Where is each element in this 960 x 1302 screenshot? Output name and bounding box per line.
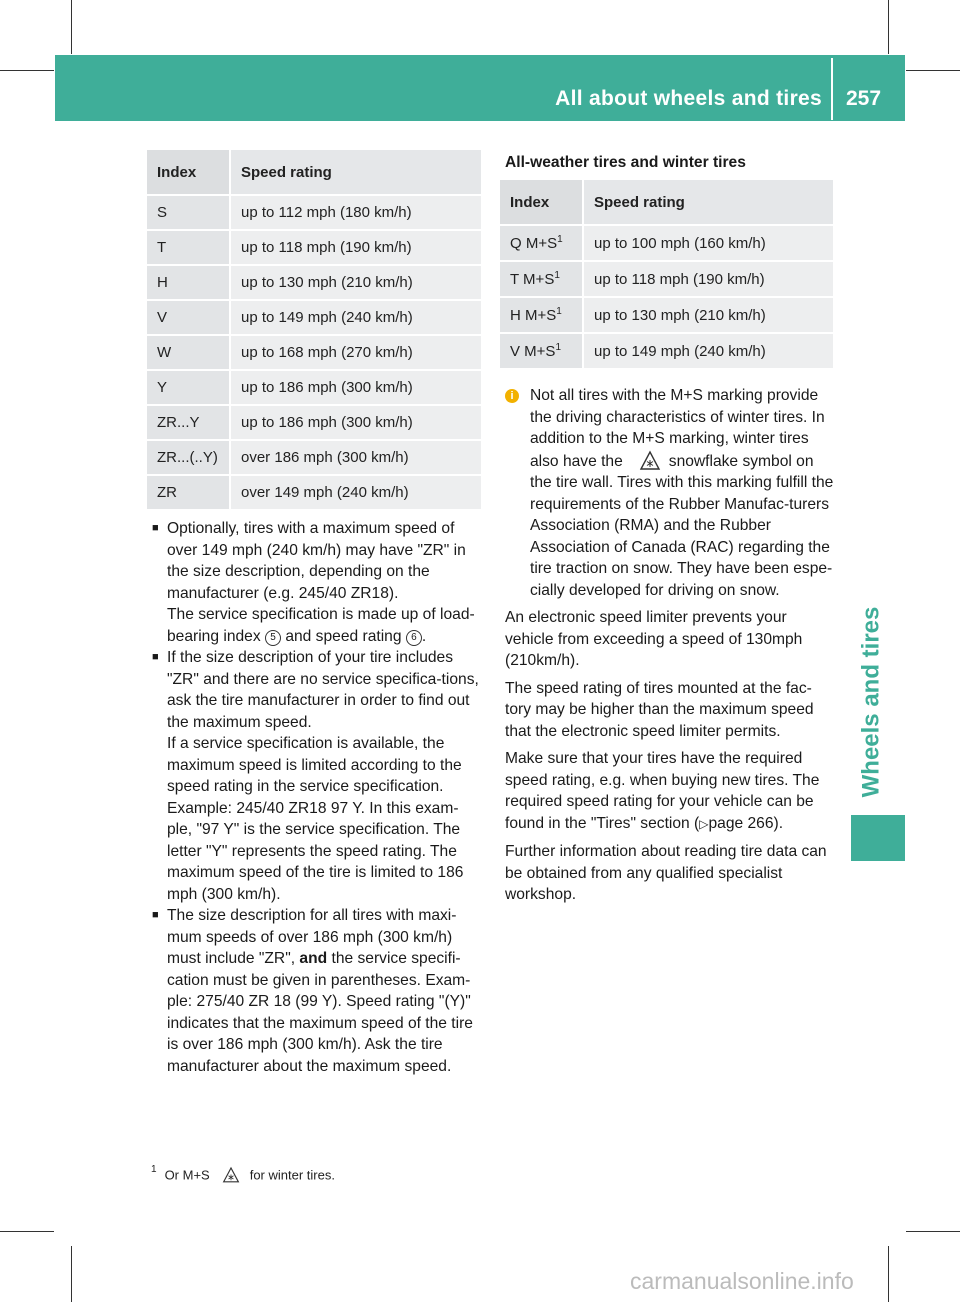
table-row [500,297,833,333]
side-section-text: Wheels and tires [857,606,885,798]
page-ref-arrow-icon: ▷ [699,816,709,831]
text-run: snowflake symbol on the tire wall. Tires with this marking fulfill the requirements of the Rubber Manufac-turers Association (RMA) and the Rubber Association of Canada (RAC) regarding the tire traction on snow. They have been espe-cially developed for driving on snow. [530,452,834,599]
speed-cell: up to 100 mph (160 km/h) [583,225,833,261]
text-run: Make sure that your tires have the required speed rating, e.g. when buying new tires. The required speed rating for your vehicle can be found in the "Tires" section ( [505,750,820,832]
index-cell [500,261,583,297]
table-row [500,225,833,261]
speed-cell: up to 186 mph (300 km/h) [230,405,481,440]
index-cell [500,333,583,369]
page-reference-link[interactable]: page 266). [708,814,784,832]
info-icon: i [505,389,519,403]
bullet-marker: ■ [152,651,159,663]
speed-cell: up to 149 mph (240 km/h) [230,300,481,335]
footnote-ref: 1 [554,270,560,281]
header-divider [831,58,833,120]
text-run: the service specifi-cation must be given in parentheses. Exam-ple: 275/40 ZR 18 (99 Y). Speed rating "(Y)" indicates that the maximum speed of the tire is over 186 mph (300 km/h). Ask the tire manufacturer about the maximum speed. [167,950,473,1075]
snowflake-mountain-icon [222,1166,240,1183]
index-cell: Y [147,370,230,405]
footnote-ref: 1 [555,342,561,353]
index-cell: ZR...(..Y) [147,440,230,475]
watermark: carmanualsonline.info [630,1268,854,1294]
text-run-bold: and [299,950,328,967]
right-column-text [505,385,835,912]
side-tab-block [851,815,905,861]
index-cell: V [147,300,230,335]
text-run: . [421,627,427,645]
crop-mark [0,1231,54,1232]
table-row [500,261,833,297]
paragraph: The speed rating of tires mounted at the fac-tory may be higher than the maximum speed that the electronic speed limiter permits. [505,679,814,740]
index-text: H M+S [510,307,557,324]
table-header-speed: Speed rating [583,180,833,225]
section-heading: All-weather tires and winter tires [505,154,746,171]
bullet-text: If a service specification is available, the maximum speed is limited according to the speed rating in the service specification. Example: 245/40 ZR18 97 Y. In this exam-ple, "97 Y" is the service specification. The letter "Y" represents the speed rating. The maximum speed of the tire is limited to 186 mph (300 km/h). [167,735,464,903]
snowflake-mountain-icon [639,450,661,470]
table-header-speed: Speed rating [230,150,481,195]
left-column-text [147,518,481,1077]
speed-cell: over 149 mph (240 km/h) [230,475,481,510]
text-run: The service specification is made up of load-bearing index [167,606,475,645]
table-row [147,265,481,300]
winter-tire-table [500,180,833,370]
table-row [147,335,481,370]
crop-mark [71,1246,72,1302]
table-header-index: Index [500,180,583,225]
table-header-row [500,180,833,225]
footnote [151,1166,335,1183]
footnote-text: for winter tires. [249,1167,335,1183]
table-row [147,405,481,440]
speed-rating-table [147,150,481,511]
speed-cell: over 186 mph (300 km/h) [230,440,481,475]
crop-mark [906,70,960,71]
table-row [147,370,481,405]
bullet-item [147,905,481,1077]
crop-mark [888,1246,889,1302]
table-header-row [147,150,481,195]
speed-cell: up to 118 mph (190 km/h) [230,230,481,265]
index-cell [500,297,583,333]
page-number: 257 [846,87,882,110]
index-cell [500,225,583,261]
footnote-ref: 1 [557,234,563,245]
speed-cell: up to 118 mph (190 km/h) [583,261,833,297]
table-row [500,333,833,369]
table-row [147,230,481,265]
index-cell: ZR...Y [147,405,230,440]
paragraph: An electronic speed limiter prevents your vehicle from exceeding a speed of 130mph (210km/h). [505,609,803,669]
table-row [147,195,481,230]
side-section-label [838,587,904,817]
callout-6-icon: 6 [406,630,422,646]
bullet-text [167,905,481,1077]
paragraph [505,748,835,835]
page-title: All about wheels and tires [555,87,822,110]
index-cell: H [147,265,230,300]
index-cell: ZR [147,475,230,510]
table-row [147,440,481,475]
table-header-index: Index [147,150,230,195]
index-text: V M+S [510,343,556,360]
bullet-text [167,604,481,647]
table-row [147,300,481,335]
info-note-body [519,385,835,601]
bullet-item [147,518,481,647]
speed-cell: up to 112 mph (180 km/h) [230,195,481,230]
footnote-text: Or M+S [164,1167,210,1183]
bullet-text: If the size description of your tire includes "ZR" and there are no service specifica-tions, ask the tire manufacturer in order to find out the maximum speed. [167,649,479,731]
bullet-marker: ■ [152,909,159,921]
speed-cell: up to 168 mph (270 km/h) [230,335,481,370]
index-text: Q M+S [510,235,558,252]
callout-5-icon: 5 [265,630,281,646]
speed-cell: up to 130 mph (210 km/h) [583,297,833,333]
index-cell: S [147,195,230,230]
index-text: T M+S [510,271,555,288]
bullet-text: Optionally, tires with a maximum speed of over 149 mph (240 km/h) may have "ZR" in the size description, depending on the manufacturer (e.g. 245/40 ZR18). [167,520,466,602]
crop-mark [888,0,889,54]
crop-mark [0,70,54,71]
footnote-ref: 1 [556,306,562,317]
bullet-item [147,647,481,905]
table-row [147,475,481,510]
paragraph: Further information about reading tire data can be obtained from any qualified specialist workshop. [505,843,827,903]
speed-cell: up to 130 mph (210 km/h) [230,265,481,300]
index-cell: T [147,230,230,265]
index-cell: W [147,335,230,370]
crop-mark [906,1231,960,1232]
footnote-mark: 1 [151,1164,157,1175]
bullet-marker: ■ [152,522,159,534]
crop-mark [71,0,72,54]
text-run: The size description for all tires with maxi-mum speeds of over 186 mph (300 km/h) must include "ZR", [167,907,457,967]
speed-cell: up to 149 mph (240 km/h) [583,333,833,369]
text-run: Not all tires with the M+S marking provide the driving characteristics of winter tires. In addition to the M+S marking, winter tires also have the [530,387,825,470]
text-run: and speed rating [285,627,402,645]
speed-cell: up to 186 mph (300 km/h) [230,370,481,405]
info-note [505,385,835,601]
